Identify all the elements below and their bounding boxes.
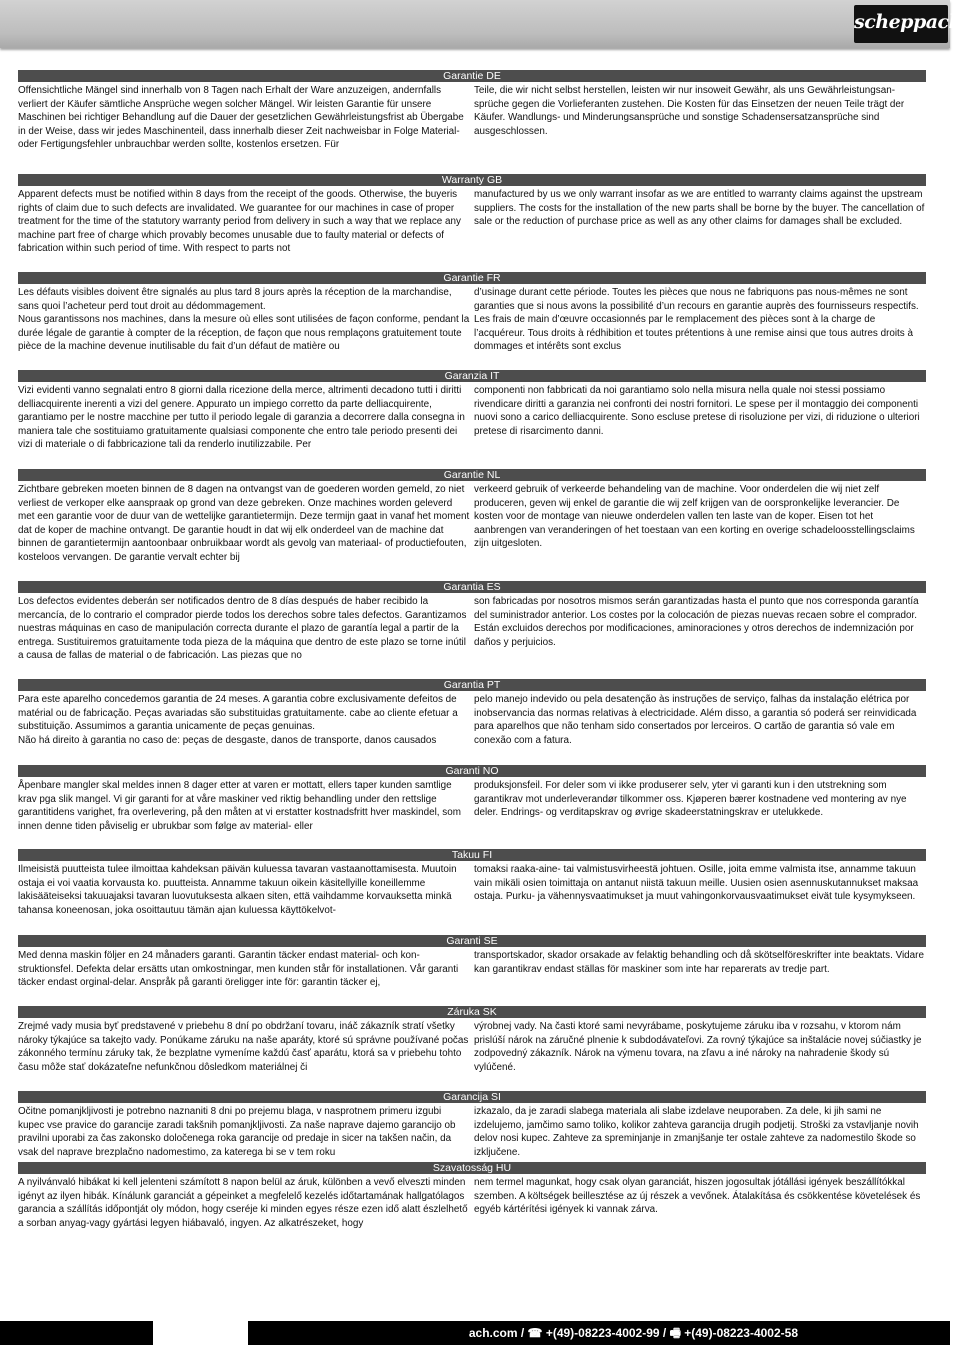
section-text-left: Ilmeisistä puutteista tulee ilmoittaa kahdeksan päivän kuluessa tavaran vastaanottamisesta. Muutoin ostaja ei voi vaatia korvausta ko. puutteista. Annamme takuun oikein käsitellyille koneillemme lakisääteiseksi takuuajaksi tavaran luovutuksesta alkaen siten, että vaihdamme korvauksetta minkä tahansa koneenosan, joka osoittautuu tämän ajan kuluessa käyttökelvot- bbox=[18, 864, 457, 916]
section-text-left: A nyilvánvaló hibákat ki kell jelenteni számított 8 napon belül az áruk, különben a vevő elveszti minden igényt az ilyen hibák. Kínálunk garanciát a gépeinket a megfelelő kezelés időtartamának hallgatólagos garancia a szállítás időpontját oly módon, hogy cseréje ki minden egyes része ezen idő alatt észlelhető a sorban anyag-vagy gyártási legyen hiábavaló, ingyen. Az alkatrészeket, hogy bbox=[18, 1177, 468, 1229]
section-title: Garanti NO bbox=[18, 765, 926, 777]
section-text-right: Teile, die wir nicht selbst herstellen, leisten wir nur insoweit Gewähr, als uns Gewährleistungsansprüche gegen die Vorlieferanten zustehen. Die Kosten für das Einsetzen der neuen Teile trägt der Käufer. Wandlungs- und Minderungsansprüche und sonstige Schadensersatzansprüche sind ausgeschlossen. bbox=[474, 85, 905, 137]
section-title: Garanti SE bbox=[18, 935, 926, 947]
section-text-right: výrobnej vady. Na časti ktoré sami nevyrábame, poskytujeme záruku iba v rozsahu, v ktorom nám prislúší nárok na záručné plnenie k subdodávateľovi. Za rovný týkajúce sa inštalácie novej súčiastky je zodpovedný zákazník. Nárok na výmenu tovara, na zľavu a iné nároky na nahradenie škody sú vylúčené. bbox=[474, 1021, 922, 1073]
section-text-right: son fabricadas por nosotros mismos serán garantizadas hasta el punto que nos corresponda garantía del suministrador anterior. Los costes por la colocación de piezas nuevas recaen sobre el comprador. Están excluidos derechos por modificaciones, aminoraciones y otros derechos de indemnización por daños y perjuicios. bbox=[474, 596, 919, 648]
section-text-right: transportskador, skador orsakade av felaktig behandling och då skötselföreskrifter inte beaktats. Vidare kan garantikrav endast ställas för maskiner som inte har reparerats av tredje part. bbox=[474, 950, 924, 975]
section-text-right: d’usinage durant cette période. Toutes les pièces que nous ne fabriquons pas nous-mêmes ne sont garanties que si nous avons la possibilité d’un recours en garantie auprès des fournisseurs respectifs. Les frais de main d’œuvre occasionnés par le remplacement des pièces sont à la charge de l’acquéreur. Tous droits à rédhibition et toutes prétentions à une remise ainsi que tous autres droits à dommages et intérêts sont exclus bbox=[474, 287, 919, 353]
section-title: Garantia ES bbox=[18, 581, 926, 593]
section-title: Warranty GB bbox=[18, 174, 926, 186]
section-garantie-fr bbox=[18, 272, 926, 354]
section-title: Garantia PT bbox=[18, 679, 926, 691]
brand-logo-text: scheppach bbox=[854, 11, 962, 33]
section-text-left: Med denna maskin följer en 24 månaders garanti. Garantin täcker endast material- och konstruktionsfel. Defekta delar ersätts utan omkostningar, men kunden står för installationen. Vår garanti täcker endast orginal-delar. Anspråk på garanti öreligger inte för: garantin täcker ej, bbox=[18, 950, 459, 989]
section-garanzia-it bbox=[18, 370, 926, 452]
section-text-right: verkeerd gebruik of verkeerde behandeling van de machine. Voor onderdelen die wij niet zelf produceren, geven wij enkel de garantie die wij zelf krijgen van de oorspronkelijke leverancier. De kosten voor de montage van nieuwe onderdelen vallen ten laste van de koper. Eisen tot het aanbrengen van veranderingen of het toestaan van een korting en overige schadeloosstellingsclaims zijn uitgesloten. bbox=[474, 484, 915, 550]
section-title: Garantie FR bbox=[18, 272, 926, 284]
section-text-right: produksjonsfeil. For deler som vi ikke produserer selv, yter vi garanti kun i den utstrekning som garantikrav mot underleverandør tilkommer oss. Kjøperen bærer kostnadene ved montering av nye deler. Endrings- og verditapskrav og øvrige skadeerstatningskrav er utelukkede. bbox=[474, 780, 907, 819]
section-title: Garancija SI bbox=[18, 1091, 926, 1103]
section-text-left: Zrejmé vady musia byť predstavené v priebehu 8 dní po obdržaní tovaru, ináč zákazník stratí všetky nároky týkajúce sa takejto vady. Ponúkame záruku na naše aparáty, ktoré sú správne používané počas zákonného termínu záruky tak, že bezplatne vymeníme každú časť aparátu, ktorá sa v priebehu tohto času môže stať dokázateľne nefunkčnou dôsledkom materiálnej či bbox=[18, 1021, 469, 1073]
header-bar bbox=[0, 0, 962, 48]
section-text-left: Les défauts visibles doivent être signalés au plus tard 8 jours après la réception de la marchandise, sans quoi l’acheteur perd tout droit au dédommagement. Nous garantissons nos machines, dans la mesure où elles sont utilisées de façon conforme, pendant la durée légale de garantie à compter de la réception, de façon que nous remplaçons gratuitement toute pièce de la machine devenue inutilisable du fait d’un défaut de matière ou bbox=[18, 287, 470, 353]
section-text-left: Los defectos evidentes deberán ser notificados dentro de 8 días después de haber recibido la mercancía, de lo contrario el comprador pierde todos los derechos sobre tales defectos. Garantizamos nuestras máquinas en caso de manipulación correcta durante el plazo de garantía legal a partir de la entrega. Sustituiremos gratuitamente toda pieza de la máquina que dentro de este plazo se torne inútil a causa de fallas de material o de fabricación. Las piezas que no bbox=[18, 596, 467, 662]
section-title: Szavatosság HU bbox=[18, 1162, 926, 1174]
footer-divider bbox=[153, 1321, 248, 1345]
section-text-right: componenti non fabbricati da noi garantiamo solo nella misura nella quale noi stessi possiamo rivendicare diritti a garanzia nei confronti dei nostri fornitori. Le spese per il montaggio dei componenti nuovi sono a carico delliacquirente. Sono escluse pretese di risoluzione per vizi, di riduzione o ulteriori pretese di risarcimento danni. bbox=[474, 385, 920, 437]
section-text-left: Apparent defects must be notified within 8 days from the receipt of the goods. Otherwise, the buyeris rights of claim due to such defects are invalidated. We guarantee for our machines in case of proper treatment for the time of the statutory warranty period from delivery in such a way that we replace any machine part free of charge which provably becomes unusable due to faulty material or defects of fabrication within such period of time. With respect to parts not bbox=[18, 189, 461, 255]
section-takuu-fi bbox=[18, 849, 926, 917]
section-text-left: Offensichtliche Mängel sind innerhalb von 8 Tagen nach Erhalt der Ware anzuzeigen, andernfalls verliert der Käufer sämtliche Ansprüche wegen solcher Mängel. Wir leisten Garantie für unsere Maschinen bei richtiger Behandlung auf die Dauer der gesetzlichen Gewährleistungsfrist ab Übergabe in der Weise, dass wir jedes Maschinenteil, dass innerhalb dieser Zeit nachweisbar in Folge Material- oder Fertigungsfehler unbrauchbar werden sollte, kostenlos ersetzen. Für bbox=[18, 85, 464, 151]
section-title: Garantie DE bbox=[18, 70, 926, 82]
section-title: Takuu FI bbox=[18, 849, 926, 861]
section-text-left: Para este aparelho concedemos garantia de 24 meses. A garantia cobre exclusivamente defeitos de matérial ou de fabricação. Peças avariadas são substituidas gratuitamente. cabe ao cliente efetuar a substituição. Assumimos a garantia unicamente de peças genuinas. Não há direito à garantia no caso de: peças de desgaste, danos de transporte, danos causados bbox=[18, 694, 458, 746]
section-text-right: nem termel magunkat, hogy csak olyan garanciát, hiszen jogosultak jótállási igények beszállítókkal szemben. A költségek beillesztése az új részek a vevőnek. Átalakítása és csökkentése követelések és egyéb kártérítési igények ki vannak zárva. bbox=[474, 1177, 921, 1216]
section-garanti-se bbox=[18, 935, 926, 990]
section-text-right: tomaksi raaka-aine- tai valmistusvirheestä johtuen. Osille, joita emme valmista itse, annamme takuun vain mikäli osien toimittaja on antanut niistä takuun meille. Uusien osien asennuskutannukset maksaa ostaja. Purku- ja vähennysvaatimukset ja muut vahingonkorvausvaatimukset eivät tule kysymykseen. bbox=[474, 864, 919, 903]
brand-logo bbox=[854, 5, 962, 43]
section-garancija-si bbox=[18, 1091, 926, 1159]
section-text-left: Očitne pomanjkljivosti je potrebno naznaniti 8 dni po prejemu blaga, v nasprotnem primeru izgubi kupec vse pravice do garancije zaradi takšnih pomanjkljivosti. Za naše naprave dajemo garancijo ob pravilni uporabi za čas zakonsko določenega roka garancije od predaje in sicer na takšen način, da vsak del naprave brezplačno nadomestimo, za katerega bi se v tem roku bbox=[18, 1106, 456, 1158]
section-text-left: Åpenbare mangler skal meldes innen 8 dager etter at varen er mottatt, ellers taper kunden samtlige krav pga slik mangel. Vi gir garanti for at våre maskiner ved riktig behandling under den rettslige garantitidens varighet, fra overlevering, på den måten at vi erstatter kostnadsfritt hver maskindel, som innen denne tiden påviselig er ubrukbar som følge av material- eller bbox=[18, 780, 461, 832]
section-title: Garantie NL bbox=[18, 469, 926, 481]
section-text-right: izkazalo, da je zaradi slabega materiala ali slabe izdelave neuporaben. Za dele, ki jih sami ne izdelujemo, jamčimo samo toliko, kolikor zahteva garancija drugih podjetij. Stroški za vstavljanje novih delov nosi kupec. Zahteve za spreminjanje in zmanjšanje ter ostale zahteve za nadomestilo škode so izključene. bbox=[474, 1106, 919, 1158]
section-text-left: Vizi evidenti vanno segnalati entro 8 giorni dalla ricezione della merce, altrimenti decadono tutti i diritti delliacquirente inerenti a vizi del genere. Appurato un impiego corretto da parte delliacquirente, garantiamo per le nostre macchine per tutto il periodo legale di garanzia a decorrere dalla consegna in maniera tale che sostituiamo gratuitamente qualsiasi componente che entro tale periodo presenti dei vizi di materiale o di fabbricazione tali da renderlo inutilizzabile. Per bbox=[18, 385, 465, 451]
section-text-right: pelo manejo indevido ou pela desatenção às instruções de serviço, falhas da instalação elétrica por inobservancia das normas relativas à electricidade. Além disso, a garantia só poderá ser reinvidicada para aparelhos que não tenham sido consertados por lerceiros. O cartão de garantia só vale em conexão com a fatura. bbox=[474, 694, 917, 746]
section-text-left: Zichtbare gebreken moeten binnen de 8 dagen na ontvangst van de goederen worden gemeld, zo niet verliest de verkoper elke aanspraak op grond van deze gebreken. Onze machines worden geleverd met een garantie voor de duur van de wettelijke garantietermijn. Deze termijn gaat in vanaf het moment dat de koper de machine ontvangt. De garantie houdt in dat wij elk onderdeel van de machine dat binnen de garantietermijn aantoonbaar onbruikbaar wordt als gevolg van materiaal- of productiefouten, kosteloos vervangen. De garantie vervalt echter bij bbox=[18, 484, 470, 563]
section-title: Garanzia IT bbox=[18, 370, 926, 382]
section-garanti-no bbox=[18, 765, 926, 833]
section-szavatossag-hu bbox=[18, 1162, 926, 1230]
section-title: Záruka SK bbox=[18, 1006, 926, 1018]
footer-contact: ach.com / ☎ +(49)-08223-4002-99 / 🖷 +(49)-08223-4002-58 bbox=[468, 1326, 798, 1340]
section-garantia-es bbox=[18, 581, 926, 663]
section-text-right: manufactured by us we only warrant insofar as we are entitled to warranty claims against the upstream suppliers. The costs for the installation of the new parts shall be borne by the buyer. The cancellation of sale or the reduction of purchase price as well as any other claims for damages shall be excluded. bbox=[474, 189, 925, 228]
section-garantie-nl bbox=[18, 469, 926, 565]
section-warranty-gb bbox=[18, 174, 926, 256]
section-garantia-pt bbox=[18, 679, 926, 747]
section-garantie-de bbox=[18, 70, 926, 152]
footer-bar bbox=[0, 1321, 950, 1345]
section-zaruka-sk bbox=[18, 1006, 926, 1074]
